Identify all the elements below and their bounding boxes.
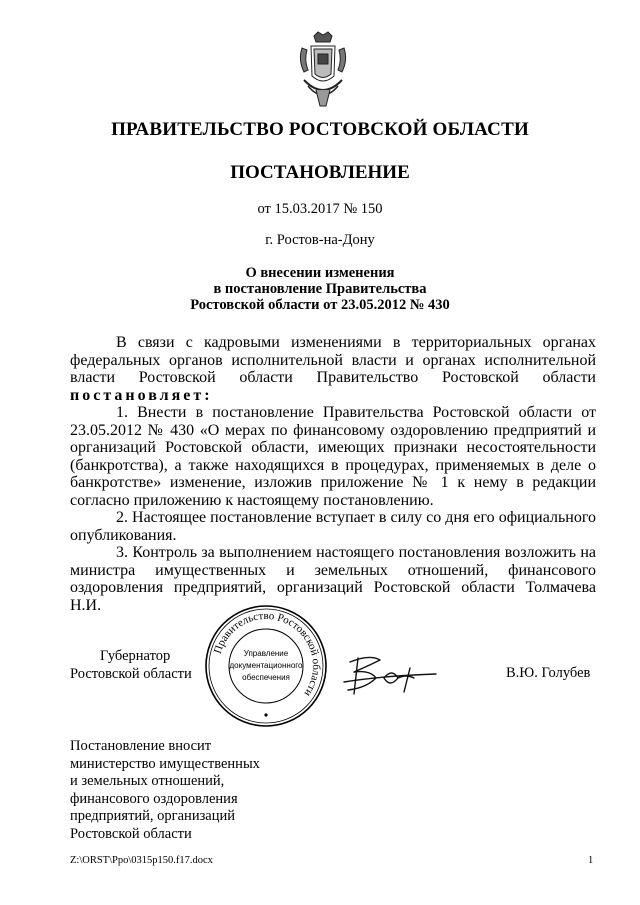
doc-type-title: ПОСТАНОВЛЕНИЕ bbox=[230, 162, 410, 183]
handwritten-signature bbox=[340, 648, 460, 704]
stamp-center-line: обеспечения bbox=[242, 673, 290, 682]
stamp-ring-text: Правительство Ростовской области bbox=[211, 609, 323, 699]
note-line: Ростовской области bbox=[70, 825, 192, 842]
stamp-center-line: документационного bbox=[229, 661, 303, 670]
org-title: ПРАВИТЕЛЬСТВО РОСТОВСКОЙ ОБЛАСТИ bbox=[111, 119, 529, 140]
item-2-paragraph: 2. Настоящее постановление вступает в силу со дня его официального опубликования. bbox=[70, 509, 596, 544]
signatory-name: В.Ю. Голубев bbox=[506, 665, 591, 681]
official-stamp bbox=[204, 604, 328, 728]
note-line: Постановление вносит bbox=[70, 738, 212, 754]
submitter-note bbox=[70, 738, 260, 844]
note-line: предприятий, организаций bbox=[70, 808, 236, 825]
resolves-word: постановляет: bbox=[70, 386, 213, 404]
doc-date-number: от 15.03.2017 № 150 bbox=[257, 201, 383, 217]
subject-line: О внесении изменения bbox=[245, 265, 395, 281]
signatory-title: Губернатор bbox=[100, 648, 171, 664]
footer-page-number: 1 bbox=[588, 855, 594, 866]
preamble-text: В связи с кадровыми изменениями в территориальных органах федеральных органов исполнительной власти и органах исполнительной власти Ростовской области Правительство Ростовской области bbox=[70, 334, 596, 387]
footer-file-path: Z:\ORST\Ppo\0315p150.f17.docx bbox=[70, 855, 213, 866]
coat-of-arms-icon bbox=[294, 30, 352, 108]
preamble-paragraph bbox=[70, 334, 596, 404]
note-line: министерство имущественных bbox=[70, 755, 260, 772]
doc-place: г. Ростов-на-Дону bbox=[265, 232, 375, 248]
signatory-region: Ростовской области bbox=[70, 665, 192, 682]
note-line: финансового оздоровления bbox=[70, 790, 238, 807]
signatory-position bbox=[70, 648, 192, 683]
stamp-center-line: Управление bbox=[243, 649, 289, 658]
subject-heading bbox=[0, 265, 640, 313]
subject-line: в постановление Правительства bbox=[213, 281, 427, 297]
subject-line: Ростовской области от 23.05.2012 № 430 bbox=[190, 297, 450, 313]
item-1-paragraph: 1. Внести в постановление Правительства Ростовской области от 23.05.2012 № 430 «О мерах по финансовому оздоровлению предприятий и организаций Ростовской области, имеющих признаки несостоятельности (банкротства), а также находящихся в процедурах, применяемых в деле о банкротстве» изменение, изложив приложение № 1 к нему в редакции согласно приложению к настоящему постановлению. bbox=[70, 404, 596, 509]
note-line: и земельных отношений, bbox=[70, 773, 225, 790]
item-3-paragraph: 3. Контроль за выполнением настоящего постановления возложить на министра имущественных и земельных отношений, финансового оздоровления предприятий, организаций Ростовской области Толмачева Н.И. bbox=[70, 544, 596, 614]
